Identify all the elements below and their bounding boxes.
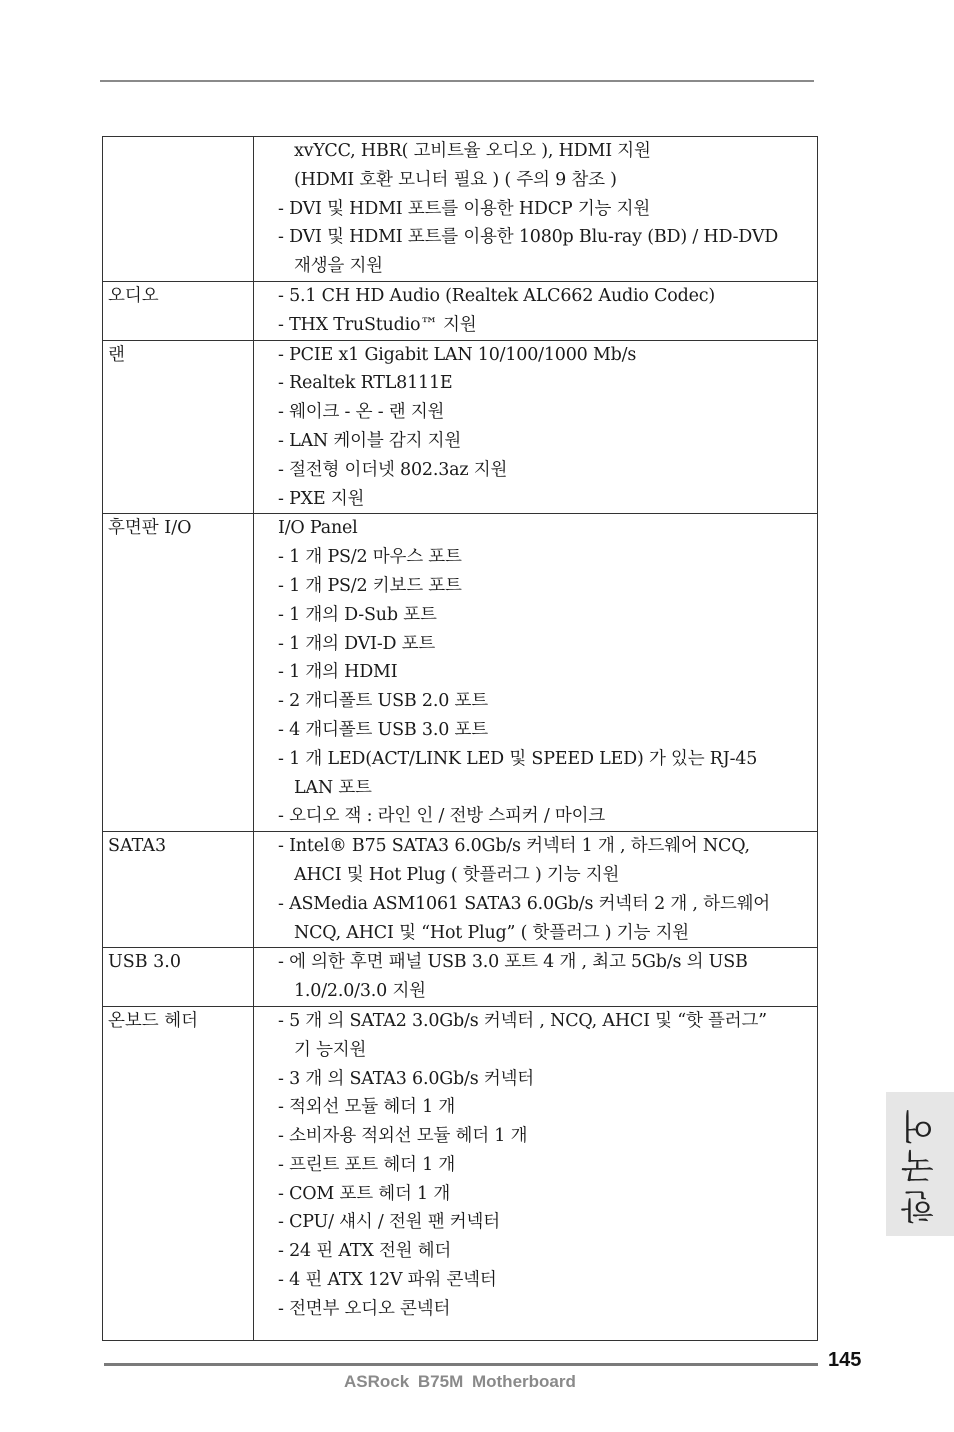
- spec-line: - Intel® B75 SATA3 6.0Gb/s 커넥터 1 개 , 하드웨어 NCQ,: [278, 836, 750, 857]
- spec-line: - 24 핀 ATX 전원 헤더: [278, 1241, 452, 1262]
- spec-line: - 4 개디폴트 USB 3.0 포트: [278, 719, 488, 740]
- spec-line: - 1 개의 D-Sub 포트: [278, 604, 437, 625]
- spec-line: - CPU/ 섀시 / 전원 팬 커넥터: [278, 1212, 500, 1233]
- spec-line: - Realtek RTL8111E: [278, 373, 453, 394]
- spec-row: [103, 832, 818, 948]
- spec-line: NCQ, AHCI 및 “Hot Plug” ( 핫플러그 ) 기능 지원: [294, 922, 689, 943]
- spec-line: - 적외선 모듈 헤더 1 개: [278, 1097, 456, 1118]
- spec-label: 후면판 I/O: [103, 514, 254, 832]
- spec-label: 랜: [103, 340, 254, 514]
- spec-line: - 전면부 오디오 콘넥터: [278, 1298, 451, 1319]
- spec-label: SATA3: [103, 832, 254, 948]
- spec-line: LAN 포트: [294, 777, 372, 798]
- spec-line: - 1 개 PS/2 키보드 포트: [278, 575, 462, 596]
- spec-line: - ASMedia ASM1061 SATA3 6.0Gb/s 커넥터 2 개 , 하드웨어: [278, 893, 770, 914]
- spec-line: 재생을 지원: [294, 256, 383, 277]
- spec-line: - COM 포트 헤더 1 개: [278, 1183, 451, 1204]
- spec-line: 기 능지원: [294, 1039, 367, 1060]
- spec-line: - 2 개디폴트 USB 2.0 포트: [278, 691, 488, 712]
- spec-line: (HDMI 호환 모니터 필요 ) ( 주의 9 참조 ): [294, 169, 617, 190]
- spec-row: [103, 340, 818, 514]
- spec-line: xvYCC, HBR( 고비트율 오디오 ), HDMI 지원: [294, 141, 651, 161]
- spec-line: - 소비자용 적외선 모듈 헤더 1 개: [278, 1126, 528, 1147]
- spec-row: [103, 514, 818, 832]
- spec-value: [254, 514, 818, 832]
- bottom-rule: [104, 1363, 818, 1366]
- spec-row: [103, 1006, 818, 1340]
- spec-row: [103, 137, 818, 282]
- spec-value: [254, 281, 818, 340]
- spec-line: 1.0/2.0/3.0 지원: [294, 981, 426, 1002]
- spec-line: - 3 개 의 SATA3 6.0Gb/s 커넥터: [278, 1068, 534, 1089]
- spec-line: - 절전형 이더넷 802.3az 지원: [278, 459, 508, 480]
- spec-row: [103, 948, 818, 1007]
- spec-line: - 4 핀 ATX 12V 파워 콘넥터: [278, 1270, 497, 1291]
- spec-line: - 1 개의 HDMI: [278, 662, 398, 683]
- spec-value: [254, 1006, 818, 1340]
- spec-label: [103, 137, 254, 282]
- language-side-tab: [886, 1092, 954, 1236]
- spec-line: - 5.1 CH HD Audio (Realtek ALC662 Audio Codec): [278, 285, 716, 306]
- spec-line: - 1 개의 DVI-D 포트: [278, 633, 436, 654]
- spec-label: 온보드 헤더: [103, 1006, 254, 1340]
- spec-line: - 프린트 포트 헤더 1 개: [278, 1154, 456, 1175]
- spec-line: - PCIE x1 Gigabit LAN 10/100/1000 Mb/s: [278, 344, 637, 365]
- spec-value: [254, 137, 818, 282]
- spec-value: [254, 340, 818, 514]
- page-number: 145: [828, 1349, 862, 1371]
- top-rule: [100, 80, 814, 82]
- spec-line: - THX TruStudio™ 지원: [278, 314, 477, 335]
- spec-value: [254, 948, 818, 1007]
- spec-table: [102, 136, 818, 1341]
- spec-line: - DVI 및 HDMI 포트를 이용한 HDCP 기능 지원: [278, 198, 651, 219]
- spec-line: AHCI 및 Hot Plug ( 핫플러그 ) 기능 지원: [294, 864, 620, 885]
- spec-value: [254, 832, 818, 948]
- footer-title: ASRock B75M Motherboard: [344, 1372, 576, 1391]
- language-tab-label: 한국어: [900, 1104, 941, 1224]
- spec-line: - 5 개 의 SATA2 3.0Gb/s 커넥터 , NCQ, AHCI 및 “핫 플러그”: [278, 1010, 767, 1031]
- spec-line: I/O Panel: [278, 518, 358, 539]
- spec-line: - PXE 지원: [278, 488, 365, 509]
- spec-line: - 1 개 LED(ACT/LINK LED 및 SPEED LED) 가 있는 RJ-45: [278, 748, 758, 769]
- spec-label: USB 3.0: [103, 948, 254, 1007]
- spec-line: - 1 개 PS/2 마우스 포트: [278, 547, 462, 568]
- spec-label: 오디오: [103, 281, 254, 340]
- spec-line: - DVI 및 HDMI 포트를 이용한 1080p Blu-ray (BD) / HD-DVD: [278, 227, 779, 248]
- spec-line: - LAN 케이블 감지 지원: [278, 430, 462, 451]
- spec-line: - 오디오 잭 : 라인 인 / 전방 스피커 / 마이크: [278, 806, 606, 827]
- spec-line: - 에 의한 후면 패널 USB 3.0 포트 4 개 , 최고 5Gb/s 의 USB: [278, 952, 748, 973]
- spec-line: - 웨이크 - 온 - 랜 지원: [278, 402, 445, 423]
- spec-row: [103, 281, 818, 340]
